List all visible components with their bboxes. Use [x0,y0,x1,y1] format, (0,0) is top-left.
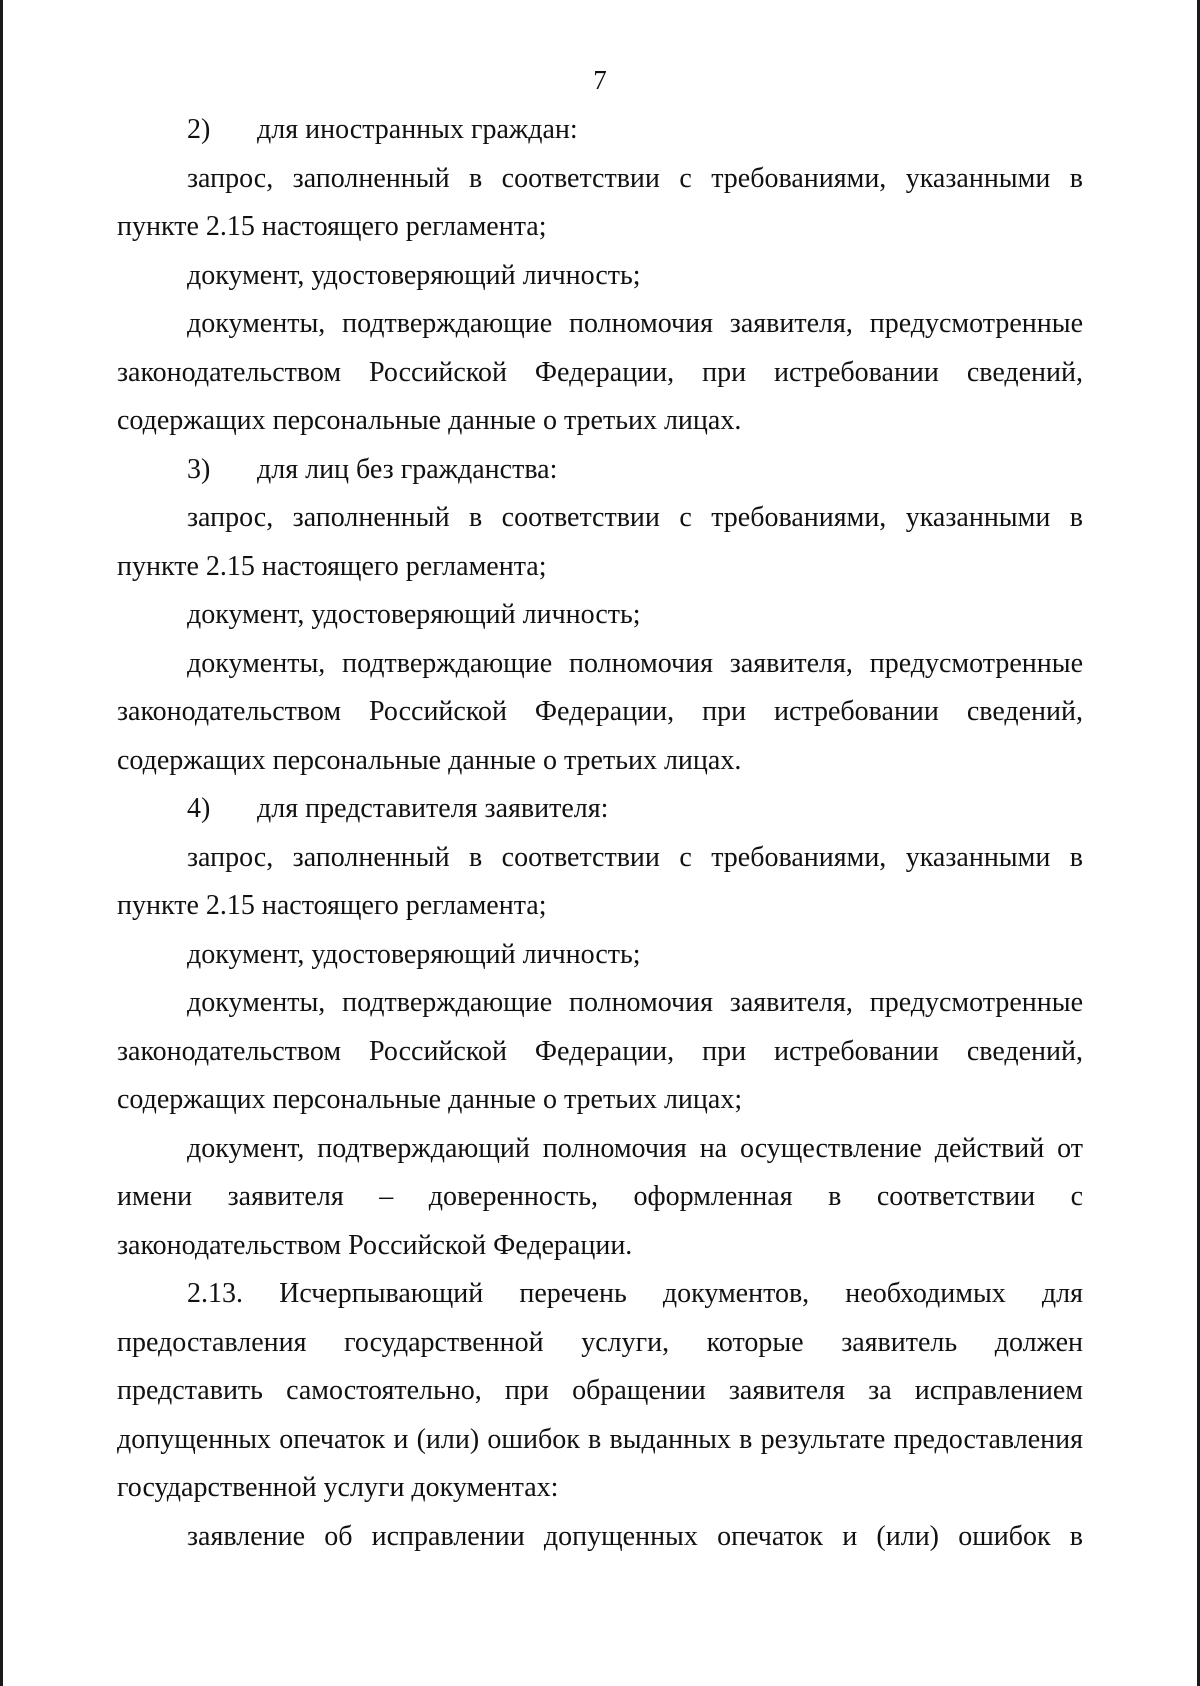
paragraph [117,252,1083,301]
paragraph-line: документ, подтверждающий полномочия на осуществление действий от [187,1132,1083,1164]
paragraph [117,155,1083,252]
paragraph-line: законодательством Российской Федерации, при истребовании сведений, [117,696,1083,727]
paragraph-line: документ, удостоверяющий личность; [187,259,641,291]
list-item-number: 4) [187,793,211,824]
paragraph-line: содержащих персональные данные о третьих лицах. [117,744,742,776]
paragraph [117,1125,1083,1271]
paragraph-line: 2.13. Исчерпывающий перечень документов, необходимых для [187,1278,1083,1309]
list-item-number: 3) [187,453,211,485]
paragraph-line: запрос, заполненный в соответствии с требованиями, указанными в [187,502,1083,533]
paragraph-line: законодательством Российской Федерации. [117,1229,633,1261]
paragraph [117,979,1083,1125]
paragraph [117,640,1083,786]
paragraph-line: запрос, заполненный в соответствии с требованиями, указанными в [187,841,1083,873]
scan-edge-left [0,0,3,1686]
paragraph-line: заявление об исправлении допущенных опечаток и (или) ошибок в [187,1520,1083,1552]
list-item [117,446,1083,495]
paragraph-line: представить самостоятельно, при обращении заявителя за исправлением [117,1375,1083,1406]
paragraph [117,591,1083,640]
paragraph-line: законодательством Российской Федерации, при истребовании сведений, [117,356,1083,388]
page-number: 7 [593,65,607,95]
paragraph-line: документы, подтверждающие полномочия заявителя, предусмотренные [187,647,1083,679]
paragraph [117,931,1083,980]
paragraph-line: содержащих персональные данные о третьих лицах; [117,1084,743,1115]
list-item-text: для представителя заявителя: [257,793,609,824]
document-body [117,106,1083,1561]
list-item [117,106,1083,155]
paragraph [117,300,1083,446]
paragraph-line: пункте 2.15 настоящего регламента; [117,211,547,242]
paragraph-line: законодательством Российской Федерации, при истребовании сведений, [117,1035,1083,1067]
paragraph-line: допущенных опечаток и (или) ошибок в выданных в результате предоставления [117,1423,1083,1455]
paragraph [117,1270,1083,1513]
paragraph-line: пункте 2.15 настоящего регламента; [117,890,547,921]
paragraph-line: документы, подтверждающие полномочия заявителя, предусмотренные [187,308,1083,339]
paragraph-line: документ, удостоверяющий личность; [187,599,641,630]
paragraph [117,834,1083,931]
list-item-text: для иностранных граждан: [257,114,578,145]
list-item-text: для лиц без гражданства: [257,453,558,485]
paragraph-line: государственной услуги документах: [117,1472,559,1503]
paragraph-line: имени заявителя – доверенность, оформленная в соответствии с [117,1181,1083,1212]
paragraph [117,1513,1083,1562]
list-item [117,785,1083,834]
paragraph [117,494,1083,591]
paragraph-line: документы, подтверждающие полномочия заявителя, предусмотренные [187,987,1083,1018]
paragraph-line: запрос, заполненный в соответствии с требованиями, указанными в [187,162,1083,194]
paragraph-line: пункте 2.15 настоящего регламента; [117,550,547,582]
list-item-number: 2) [187,114,211,145]
paragraph-line: предоставления государственной услуги, которые заявитель должен [117,1326,1083,1358]
paragraph-line: документ, удостоверяющий личность; [187,938,641,970]
paragraph-line: содержащих персональные данные о третьих лицах. [117,405,742,436]
